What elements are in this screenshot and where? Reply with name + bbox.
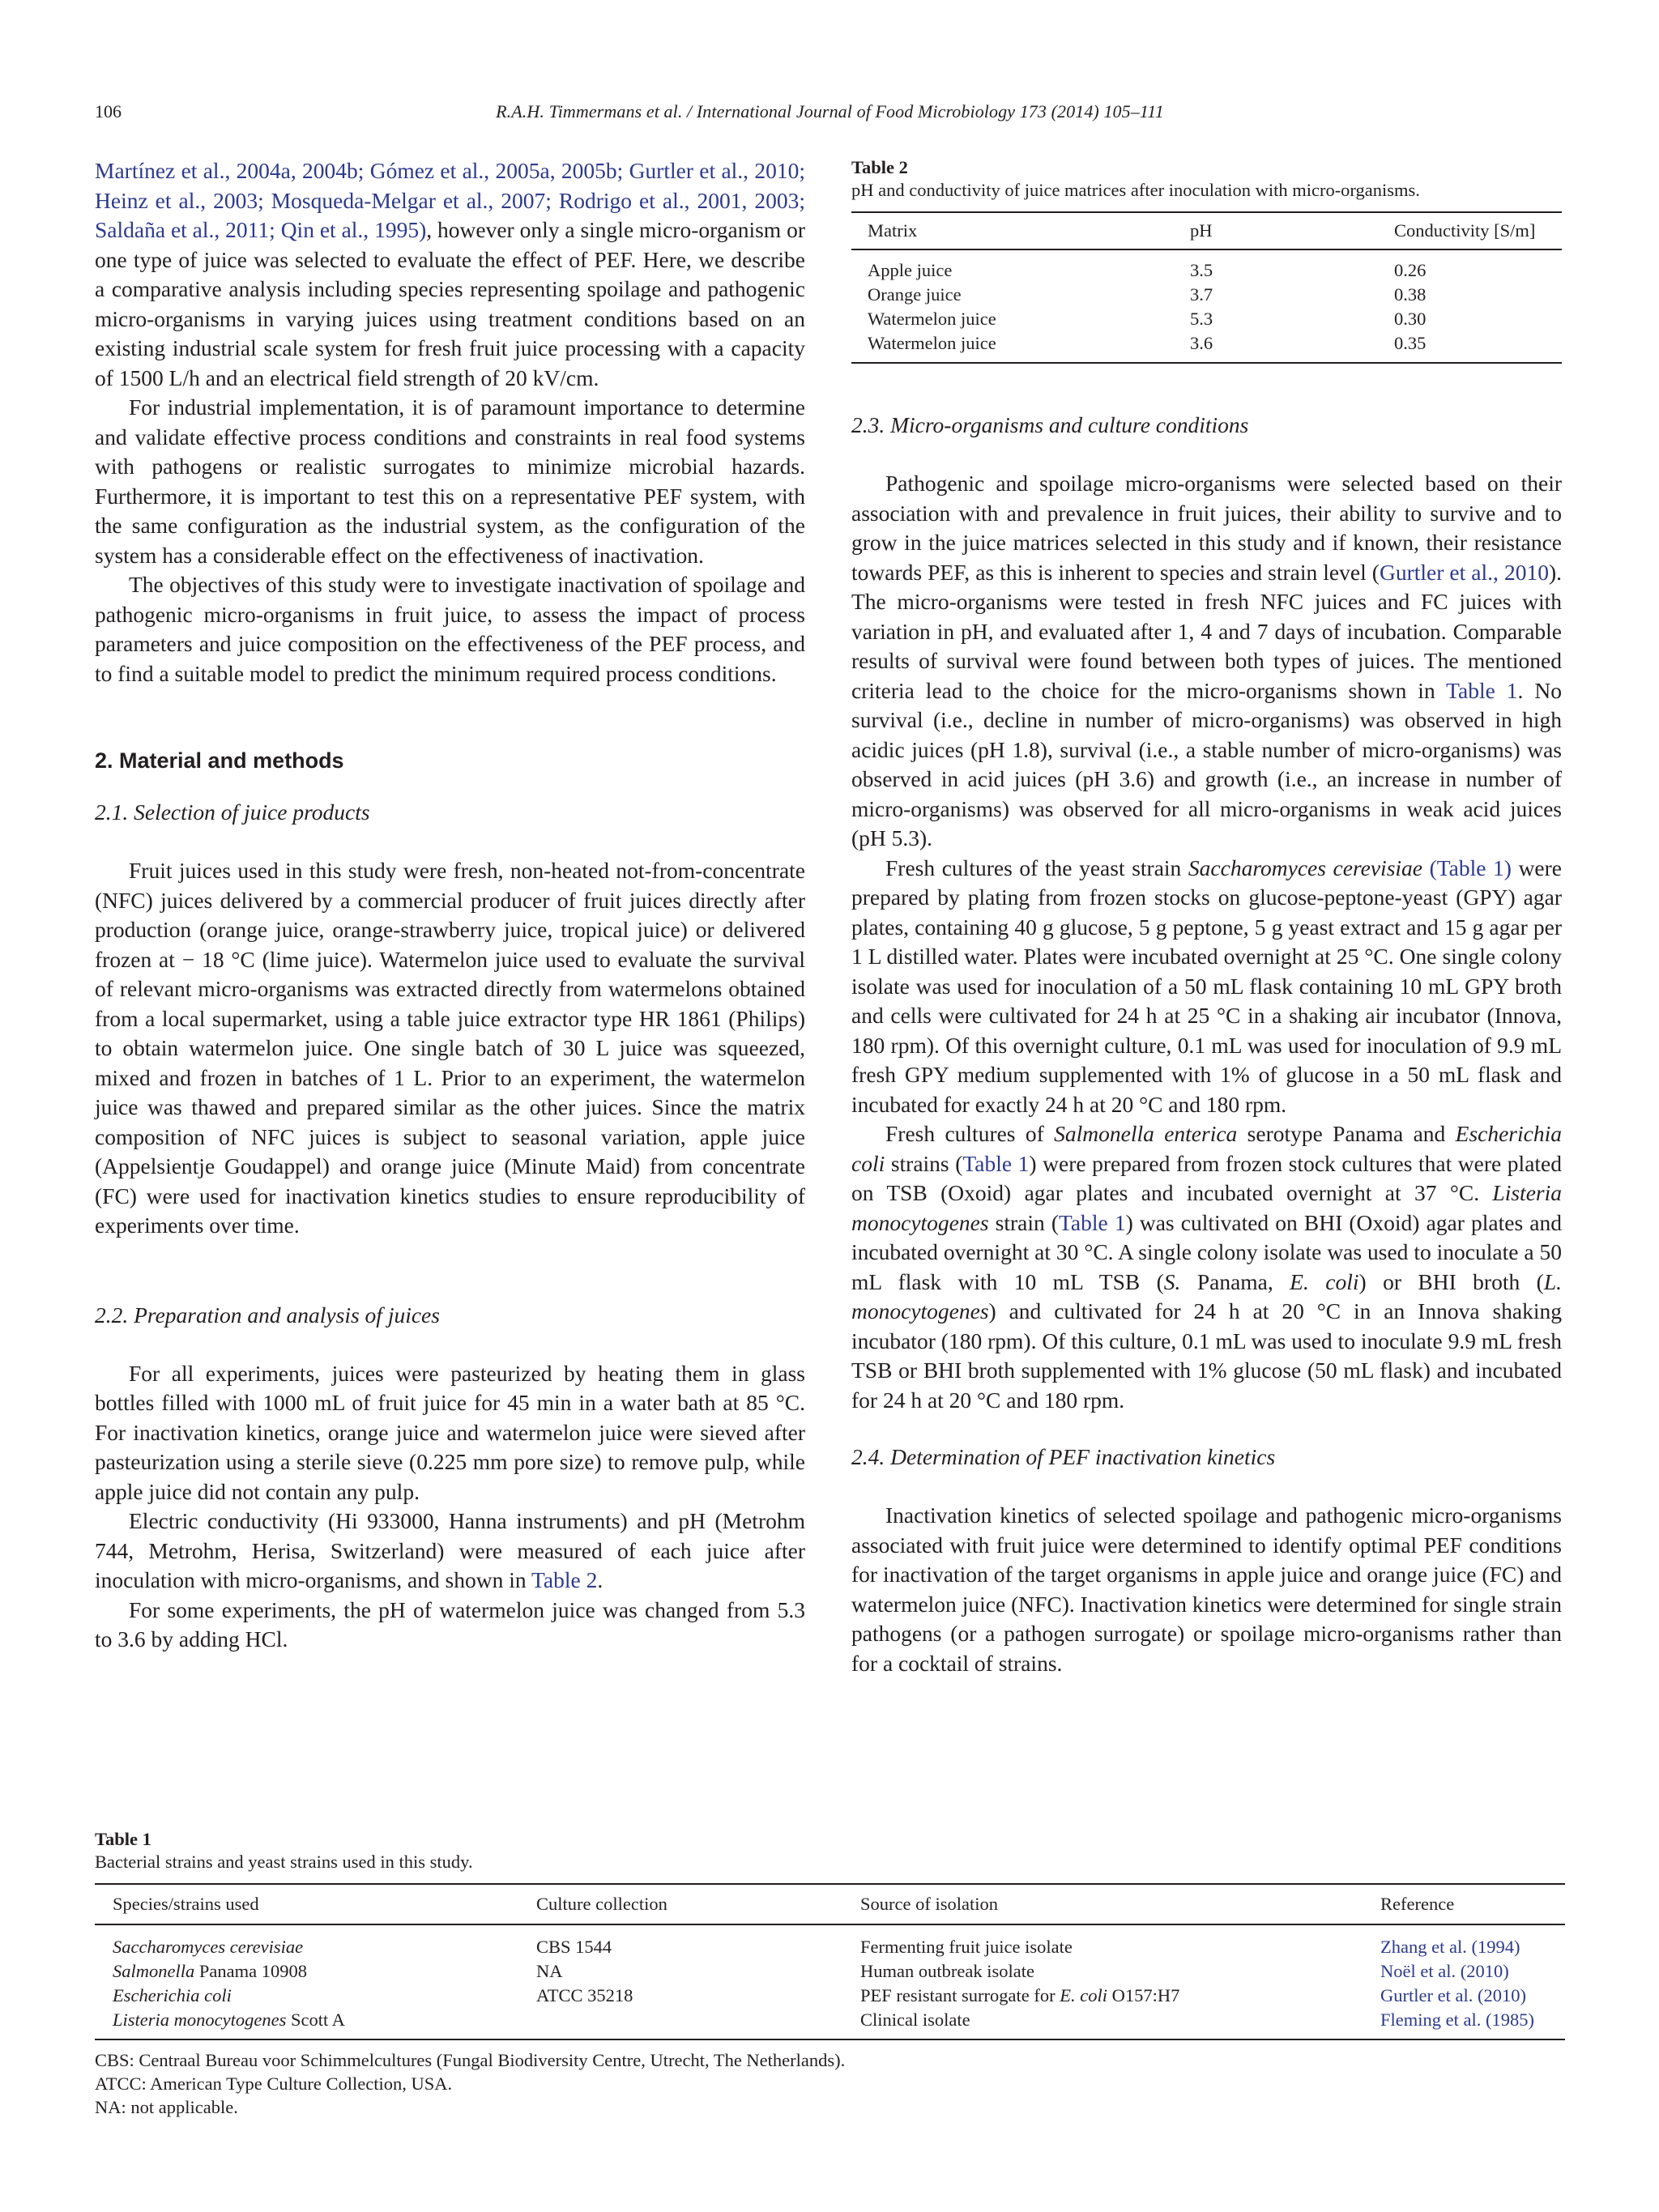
table-1-grid [95, 1883, 1565, 2040]
cell-conductivity: 0.35 [1394, 333, 1427, 353]
cell-collection: CBS 1544 [536, 1937, 612, 1957]
cell-matrix: Apple juice [868, 260, 953, 280]
cell-species: Listeria monocytogenes Scott A [113, 2010, 345, 2030]
cell-conductivity: 0.30 [1394, 309, 1427, 329]
table-2-link[interactable]: Table 2 [531, 1567, 598, 1592]
table-header-row [851, 212, 1562, 249]
micro-organism-selection-paragraph: Pathogenic and spoilage micro-organisms were selected based on their association with and prevalence in fruit juices, their ability to survive and to grow in the juice matrices selected in this study and if known, their resistance towards PEF, as this is inherent to species and strain level (Gurtler et al., 2010). The micro-organisms were tested in fresh NFC juices and FC juices with variation in pH, and evaluated after 1, 4 and 7 days of incubation. Comparable results of survival were found between both types of juices. The mentioned criteria lead to the choice for the micro-organisms shown in Table 1. No survival (i.e., decline in number of micro-organisms) was observed in high acidic juices (pH 1.8), survival (i.e., a stable number of micro-organisms) was observed in acid juices (pH 3.6) and growth (i.e., an increase in number of micro-organisms) was observed for all micro-organisms in weak acid juices (pH 5.3). [851, 471, 1562, 850]
column-header-matrix: Matrix [868, 220, 918, 241]
right-column [851, 156, 1562, 1678]
cell-matrix: Orange juice [868, 284, 962, 305]
table-1-link[interactable]: Table 1 [1446, 677, 1518, 703]
subsection-heading-2-4: 2.4. Determination of PEF inactivation kinetics [851, 1444, 1276, 1469]
cell-collection: NA [536, 1961, 563, 1981]
cell-collection: ATCC 35218 [536, 1985, 633, 2005]
table-1-label: Table 1 [95, 1829, 151, 1849]
cell-matrix: Watermelon juice [868, 333, 996, 353]
cell-reference-link[interactable]: Noël et al. (2010) [1380, 1961, 1509, 1981]
table-1 [95, 1828, 1565, 2119]
cell-species: Escherichia coli [113, 1985, 232, 2005]
left-column [95, 156, 805, 1655]
subsection-heading-2-3: 2.3. Micro-organisms and culture conditions [851, 412, 1249, 437]
cell-source: Clinical isolate [860, 2010, 970, 2030]
cell-ph: 5.3 [1190, 309, 1213, 329]
cell-conductivity: 0.38 [1394, 284, 1427, 305]
column-header-source: Source of isolation [860, 1894, 998, 1914]
table-row [95, 1959, 1565, 1984]
cell-matrix: Watermelon juice [868, 309, 996, 329]
cell-reference-link[interactable]: Zhang et al. (1994) [1380, 1937, 1520, 1957]
table-1-link[interactable]: Table 1 [1059, 1209, 1126, 1235]
table-row [851, 249, 1562, 283]
pasteurization-paragraph: For all experiments, juices were pasteurized by heating them in glass bottles filled with 1000 mL of fruit juice for 45 min in a water bath at 85 °C. For inactivation kinetics, orange juice and watermelon juice were sieved after pasteurization using a sterile sieve (0.225 mm pore size) to remove pulp, while apple juice did not contain any pulp. [95, 1360, 805, 1504]
table-1-link[interactable]: (Table 1) [1429, 855, 1512, 880]
intro-paragraph-objectives: The objectives of this study were to investigate inactivation of spoilage and pathogenic micro-organisms in fruit juice, to assess the impact of process parameters and juice composition on the effectiveness of the PEF process, and to find a suitable model to predict the minimum required process conditions. [95, 572, 805, 686]
table-footnote: ATCC: American Type Culture Collection, USA. [95, 2073, 453, 2094]
cell-reference-link[interactable]: Fleming et al. (1985) [1380, 2010, 1534, 2030]
table-footnote: NA: not applicable. [95, 2097, 238, 2117]
cell-reference-link[interactable]: Gurtler et al. (2010) [1380, 1985, 1526, 2005]
intro-paragraph-industrial: For industrial implementation, it is of paramount importance to determine and validate effective process conditions and constraints in real food systems with pathogens or realistic surrogates to minimize microbial hazards. Furthermore, it is important to test this on a representative PEF system, with the same configuration as the industrial system, as the configuration of the system has a considerable effect on the effectiveness of inactivation. [95, 394, 805, 568]
table-row [95, 1984, 1565, 2008]
cell-species: Salmonella Panama 10908 [113, 1961, 307, 1981]
page-number: 106 [95, 101, 122, 121]
table-2-caption: pH and conductivity of juice matrices after inoculation with micro-organisms. [851, 180, 1420, 200]
section-heading-2: 2. Material and methods [95, 748, 344, 773]
table-2 [851, 156, 1562, 364]
column-header-collection: Culture collection [536, 1894, 667, 1914]
table-1-link[interactable]: Table 1 [962, 1150, 1030, 1176]
subsection-heading-2-1: 2.1. Selection of juice products [95, 799, 370, 825]
reference-link-gurtler[interactable]: Gurtler et al., 2010 [1379, 559, 1549, 585]
table-row [95, 2008, 1565, 2039]
bacteria-culture-paragraph: Fresh cultures of Salmonella enterica serotype Panama and Escherichia coli strains (Table 1) were prepared from frozen stock cultures that were plated on TSB (Oxoid) agar plates and incubated overnight at 37 °C. Listeria monocytogenes strain (Table 1) was cultivated on BHI (Oxoid) agar plates and incubated overnight at 30 °C. A single colony isolate was used to inoculate a 50 mL flask with 10 mL TSB (S. Panama, E. coli) or BHI broth (L. monocytogenes) and cultivated for 24 h at 20 °C in an Innova shaking incubator (180 rpm). Of this culture, 0.1 mL was used to inoculate 9.9 mL fresh TSB or BHI broth supplemented with 1% glucose (50 mL flask) and incubated for 24 h at 20 °C and 180 rpm. [851, 1121, 1562, 1413]
cell-ph: 3.7 [1190, 284, 1213, 305]
cell-source: Human outbreak isolate [860, 1961, 1034, 1981]
table-1-caption: Bacterial strains and yeast strains used in this study. [95, 1852, 473, 1872]
cell-source: Fermenting fruit juice isolate [860, 1937, 1073, 1957]
column-header-species: Species/strains used [113, 1894, 259, 1914]
juice-selection-paragraph: Fruit juices used in this study were fresh, non-heated not-from-concentrate (NFC) juices delivered by a commercial producer of fruit juices directly after production (orange juice, orange-strawberry juice, tropical juice) or delivered frozen at − 18 °C (lime juice). Watermelon juice used to evaluate the survival of relevant micro-organisms was extracted directly from watermelons obtained from a local supermarket, using a table juice extractor type HR 1861 (Philips) to obtain watermelon juice. One single batch of 30 L juice was squeezed, mixed and frozen in batches of 1 L. Prior to an experiment, the watermelon juice was thawed and prepared similar as the other juices. Since the matrix composition of NFC juices is subject to seasonal variation, apple juice (Appelsientje Goudappel) and orange juice (Minute Maid) from concentrate (FC) were used for inactivation kinetics studies to ensure reproducibility of experiments over time. [95, 858, 805, 1238]
journal-citation-line: R.A.H. Timmermans et al. / International Journal of Food Microbiology 173 (2014) 105–111 [496, 101, 1164, 121]
subsection-heading-2-2: 2.2. Preparation and analysis of juices [95, 1302, 440, 1328]
table-header-row [95, 1884, 1565, 1924]
running-head [95, 101, 1565, 127]
table-2-grid [851, 211, 1562, 364]
inactivation-kinetics-paragraph: Inactivation kinetics of selected spoilage and pathogenic micro-organisms associated with fruit juice were determined to identify optimal PEF conditions for inactivation of the target organisms in apple juice and orange juice (FC) and watermelon juice (NFC). Inactivation kinetics were determined for single strain pathogens (or a pathogen surrogate) or spoilage micro-organisms rather than for a cocktail of strains. [851, 1502, 1562, 1676]
table-row [851, 307, 1562, 331]
cell-conductivity: 0.26 [1394, 260, 1427, 280]
table-row [95, 1924, 1565, 1959]
table-row [851, 331, 1562, 363]
cell-ph: 3.6 [1190, 333, 1213, 353]
conductivity-paragraph: Electric conductivity (Hi 933000, Hanna instruments) and pH (Metrohm 744, Metrohm, Herisa, Switzerland) were measured of each juice after inoculation with micro-organisms, and shown in Table 2. [95, 1508, 805, 1592]
reference-links[interactable]: Martínez et al., 2004a, 2004b; Gómez et al., 2005a, 2005b; Gurtler et al., 2010; Heinz et al., 2003; Mosqueda-Melgar et al., 2007; Rodrigo et al., 2001, 2003; Saldaña et al., 2011; Qin et al., 1995) [95, 158, 805, 242]
cell-species: Saccharomyces cerevisiae [113, 1937, 304, 1957]
intro-paragraph-continued: Martínez et al., 2004a, 2004b; Gómez et al., 2005a, 2005b; Gurtler et al., 2010; Heinz et al., 2003; Mosqueda-Melgar et al., 2007; Rodrigo et al., 2001, 2003; Saldaña et al., 2011; Qin et al., 1995), however only a single micro-organism or one type of juice was selected to evaluate the effect of PEF. Here, we describe a comparative analysis including species representing spoilage and pathogenic micro-organisms in varying juices using treatment conditions based on an existing industrial scale system for fresh fruit juice processing with a capacity of 1500 L/h and an electrical field strength of 20 kV/cm. [95, 158, 805, 390]
table-footnote: CBS: Centraal Bureau voor Schimmelcultures (Fungal Biodiversity Centre, Utrecht, The Netherlands). [95, 2050, 846, 2070]
column-header-reference: Reference [1380, 1894, 1455, 1914]
table-2-label: Table 2 [851, 157, 908, 177]
ph-adjustment-paragraph: For some experiments, the pH of watermelon juice was changed from 5.3 to 3.6 by adding HCl. [95, 1596, 805, 1652]
yeast-culture-paragraph: Fresh cultures of the yeast strain Saccharomyces cerevisiae (Table 1) were prepared by plating from frozen stocks on glucose-peptone-yeast (GPY) agar plates, containing 40 g glucose, 5 g peptone, 5 g yeast extract and 15 g agar per 1 L distilled water. Plates were incubated overnight at 25 °C. One single colony isolate was used for inoculation of a 50 mL flask containing 10 mL GPY broth and cells were cultivated for 24 h at 25 °C in a shaking air incubator (Innova, 180 rpm). Of this overnight culture, 0.1 mL was used for inoculation of 9.9 mL fresh GPY medium supplemented with 1% of glucose in a 50 mL flask and incubated for exactly 24 h at 20 °C and 180 rpm. [851, 855, 1563, 1117]
cell-ph: 3.5 [1190, 260, 1213, 280]
table-row [851, 283, 1562, 307]
cell-source: PEF resistant surrogate for E. coli O157:H7 [860, 1985, 1180, 2005]
column-header-conductivity: Conductivity [S/m] [1394, 220, 1536, 241]
cell-collection [518, 2008, 842, 2039]
column-header-ph: pH [1190, 220, 1213, 241]
